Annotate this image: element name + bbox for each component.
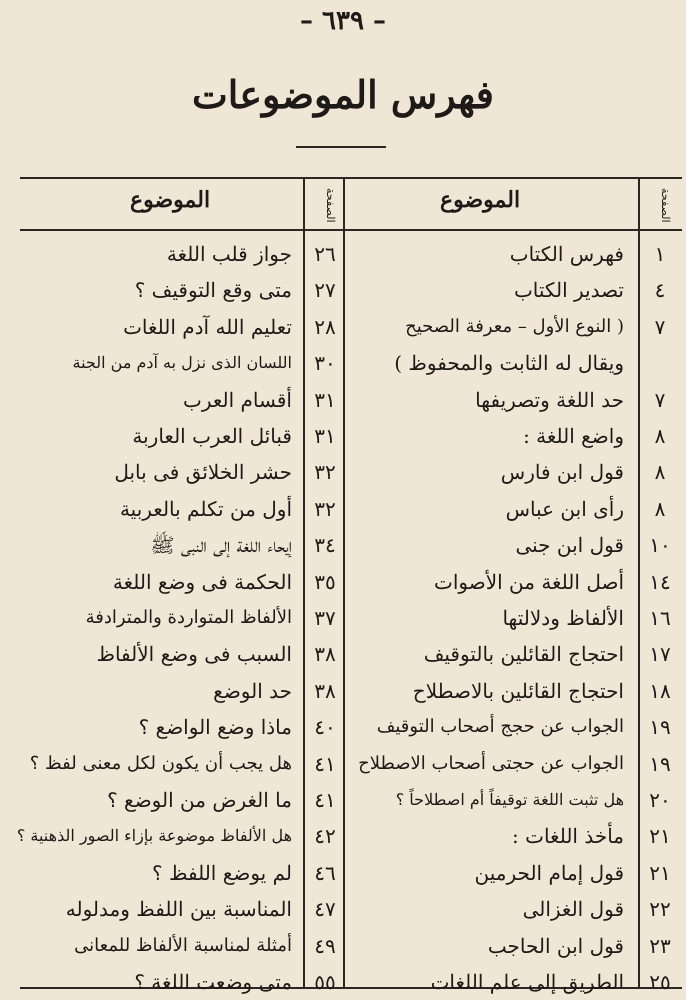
left_column-topic: الحكمة فى وضع اللغة bbox=[112, 569, 292, 594]
right_column-topic: حد اللغة وتصريفها bbox=[475, 387, 624, 412]
left_column-topic: ماذا وضع الواضع ؟ bbox=[138, 715, 292, 740]
right_column-page-number: ١٩ bbox=[649, 715, 671, 740]
right_column-topic: قول ابن جنى bbox=[515, 533, 624, 558]
left_column-topic: تعليم الله آدم اللغات bbox=[123, 314, 292, 339]
left-topic-header: الموضوع bbox=[130, 187, 211, 213]
left_column-topic: حشر الخلائق فى بابل bbox=[114, 460, 292, 485]
right_column-topic: ( النوع الأول – معرفة الصحيح bbox=[405, 315, 624, 337]
left_column-page-number: ٢٦ bbox=[314, 242, 336, 266]
left_column-topic: جواز قلب اللغة bbox=[166, 242, 292, 266]
left_column-page-number: ٤١ bbox=[314, 751, 336, 776]
right_column-topic: قول الغزالى bbox=[522, 897, 624, 922]
right_column-page-number: ١٧ bbox=[649, 642, 671, 667]
right_column-page-number: ٧ bbox=[654, 387, 666, 412]
left_column-page-number: ٤٦ bbox=[314, 860, 336, 885]
right-topic-header: الموضوع bbox=[440, 187, 521, 213]
left_column-topic: أول من تكلم بالعربية bbox=[119, 496, 292, 521]
right_column-page-number: ٢١ bbox=[649, 824, 671, 849]
right_column-topic: واضع اللغة : bbox=[523, 424, 624, 448]
left_column-page-number: ٤٠ bbox=[314, 715, 336, 740]
right_column-topic: مأخذ اللغات : bbox=[512, 824, 624, 849]
left_column-page-number: ٣١ bbox=[314, 387, 336, 412]
left_column-topic: حد الوضع bbox=[213, 678, 292, 703]
left_column-page-number: ٣٧ bbox=[314, 606, 336, 630]
right-page-col-divider bbox=[638, 179, 640, 987]
left_column-topic: المناسبة بين اللفظ ومدلوله bbox=[65, 897, 292, 922]
left_column-topic: متى وقع التوقيف ؟ bbox=[134, 278, 292, 303]
left_column-page-number: ٣٨ bbox=[314, 678, 336, 703]
right_column-topic: أصل اللغة من الأصوات bbox=[434, 569, 624, 594]
left_column-topic: السبب فى وضع الألفاظ bbox=[96, 642, 292, 667]
right_column-page-number: ٨ bbox=[654, 460, 666, 485]
right_column-page-number: ١٨ bbox=[649, 678, 671, 703]
left_column-topic: ما الغرض من الوضع ؟ bbox=[107, 788, 292, 812]
page-number: – ٦٣٩ – bbox=[299, 6, 387, 36]
right_column-page-number: ٨ bbox=[654, 424, 666, 448]
right_column-topic: رأى ابن عباس bbox=[505, 496, 624, 521]
title-divider bbox=[296, 146, 386, 148]
right_column-page-number: ٤ bbox=[654, 278, 666, 303]
right_column-page-number: ٢٢ bbox=[649, 897, 671, 922]
left_column-page-number: ٣٤ bbox=[314, 533, 336, 558]
left_column-topic: إيحاء اللغة إلى النبى ﷺ bbox=[150, 533, 292, 558]
right_column-topic: احتجاج القائلين بالاصطلاح bbox=[412, 678, 624, 703]
center-divider bbox=[343, 179, 345, 987]
right_column-page-number: ١ bbox=[654, 242, 666, 266]
left_column-topic: أقسام العرب bbox=[183, 387, 292, 412]
right_column-topic: قول ابن فارس bbox=[500, 460, 624, 485]
left_column-page-number: ٤١ bbox=[314, 788, 336, 812]
right_column-topic: تصدير الكتاب bbox=[513, 278, 624, 303]
right_column-page-number: ٢١ bbox=[649, 860, 671, 885]
right_column-page-number: ٢٠ bbox=[649, 788, 671, 812]
right_column-page-number: ٢٣ bbox=[649, 933, 671, 958]
left_column-topic: أمثلة لمناسبة الألفاظ للمعانى bbox=[74, 934, 292, 956]
right_column-topic: الجواب عن حجج أصحاب التوقيف bbox=[376, 716, 624, 738]
right_column-page-number: ٨ bbox=[654, 496, 666, 521]
table-header-row bbox=[20, 179, 682, 231]
right_column-topic: الطريق إلى علم اللغات bbox=[430, 970, 624, 994]
right_column-page-number: ١٤ bbox=[649, 569, 671, 594]
left_column-page-number: ٣١ bbox=[314, 424, 336, 448]
left_column-page-number: ٢٨ bbox=[314, 314, 336, 339]
left_column-page-number: ٣٠ bbox=[314, 351, 336, 376]
left_column-topic: متى وضعت اللغة ؟ bbox=[134, 970, 292, 994]
left_column-page-number: ٣٢ bbox=[314, 496, 336, 521]
left_column-page-number: ٥٥ bbox=[314, 970, 336, 994]
left_column-page-number: ٣٨ bbox=[314, 642, 336, 667]
page-title: فهرس الموضوعات bbox=[192, 72, 494, 117]
left-page-header: الصفحة bbox=[324, 187, 337, 223]
left_column-page-number: ٤٢ bbox=[314, 824, 336, 849]
left_column-page-number: ٣٢ bbox=[314, 460, 336, 485]
left_column-topic: الألفاظ المتواردة والمترادفة bbox=[85, 607, 292, 628]
left_column-page-number: ٣٥ bbox=[314, 569, 336, 594]
right_column-topic: احتجاج القائلين بالتوقيف bbox=[423, 642, 624, 667]
right_column-topic: قول إمام الحرمين bbox=[474, 860, 624, 885]
left_column-topic: قبائل العرب العاربة bbox=[132, 424, 292, 448]
right_column-page-number: ١٠ bbox=[649, 533, 671, 558]
right-page-header: الصفحة bbox=[659, 187, 672, 223]
right_column-topic: الجواب عن حجتى أصحاب الاصطلاح bbox=[358, 752, 624, 774]
right_column-topic: الألفاظ ودلالتها bbox=[502, 606, 624, 630]
right_column-topic: قول ابن الحاجب bbox=[487, 933, 624, 958]
left_column-topic: هل الألفاظ موضوعة بإزاء الصور الذهنية ؟ bbox=[16, 826, 292, 846]
left-page-col-divider bbox=[303, 179, 305, 987]
left_column-topic: لم يوضع اللفظ ؟ bbox=[152, 860, 292, 885]
right_column-topic: ويقال له الثابت والمحفوظ ) bbox=[394, 351, 624, 376]
right_column-topic: هل تثبت اللغة توقيفاً أم اصطلاحاً ؟ bbox=[395, 790, 624, 809]
left_column-topic: اللسان الذى نزل به آدم من الجنة bbox=[72, 353, 292, 373]
right_column-page-number: ٧ bbox=[654, 314, 666, 339]
right_column-page-number: ١٦ bbox=[649, 606, 671, 630]
table-of-contents bbox=[16, 177, 682, 994]
right_column-topic: فهرس الكتاب bbox=[509, 242, 624, 266]
left_column-page-number: ٢٧ bbox=[314, 278, 336, 303]
right_column-page-number: ٢٥ bbox=[649, 970, 671, 994]
right_column-page-number: ١٩ bbox=[649, 751, 671, 776]
left_column-topic: هل يجب أن يكون لكل معنى لفظ ؟ bbox=[29, 752, 292, 774]
left_column-page-number: ٤٧ bbox=[314, 897, 336, 922]
left_column-page-number: ٤٩ bbox=[314, 933, 336, 958]
